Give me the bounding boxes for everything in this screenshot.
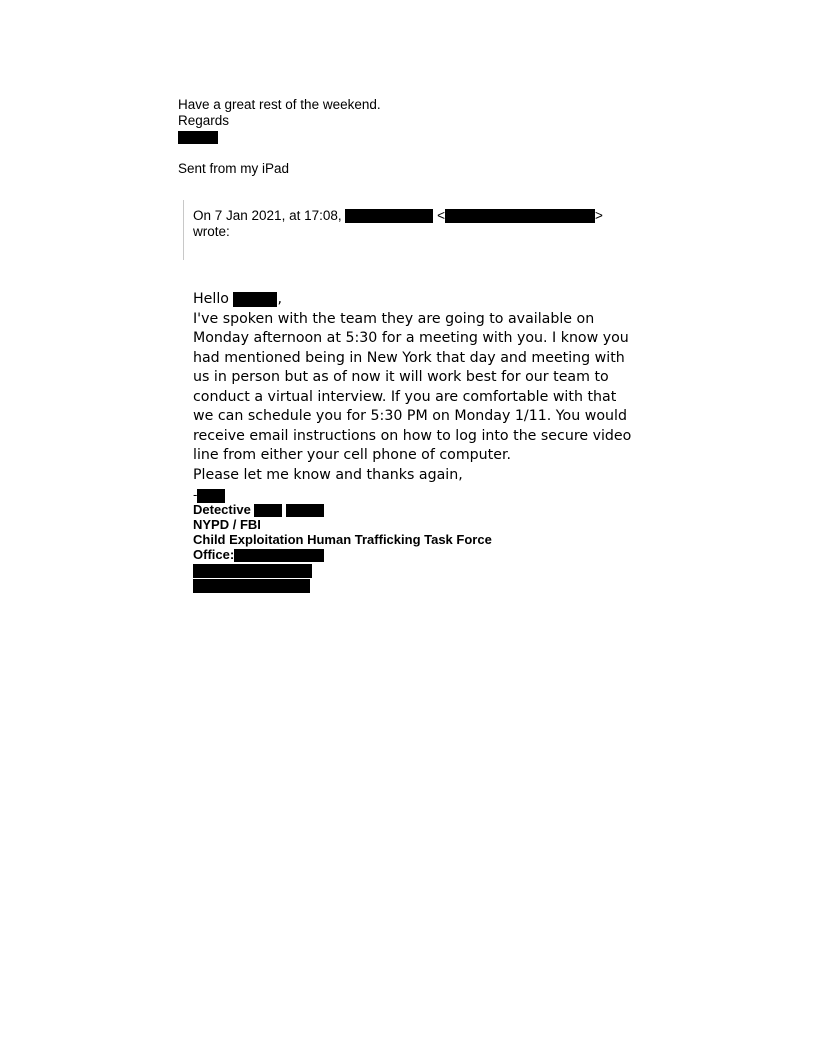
reply-block [178, 97, 381, 177]
sent-from-line: Sent from my iPad [178, 161, 290, 176]
redaction-bar [233, 292, 277, 307]
signature-dash-line [193, 487, 492, 502]
email-close-bracket: > [595, 208, 603, 223]
redaction-bar [178, 131, 218, 144]
message-body [193, 290, 638, 485]
reply-regards: Regards [178, 113, 230, 128]
signature-title-line [193, 502, 492, 517]
signature-office-line [193, 547, 492, 562]
signature-task-force: Child Exploitation Human Trafficking Task Force [193, 532, 492, 547]
message-paragraph: I've spoken with the team they are going to available on Monday afternoon at 5:30 for a meeting with you. I know you had mentioned being in New York that day and meeting with us in person but as of now it will work best for our team to conduct a virtual interview. If you are comfortable with that we can schedule you for 5:30 PM on Monday 1/11. You would receive email instructions on how to log into the secure video line from either your cell phone of computer. [193, 310, 632, 463]
quote-header-line [193, 200, 613, 224]
quote-wrote: wrote: [193, 224, 230, 239]
quote-date-text: On 7 Jan 2021, at 17:08, [193, 208, 342, 223]
redaction-bar [286, 504, 324, 517]
signature-redacted-line [193, 562, 492, 577]
signature-redacted-line [193, 577, 492, 592]
greeting-comma: , [277, 291, 282, 307]
email-open-bracket: < [437, 208, 446, 223]
redaction-bar [445, 209, 595, 223]
signature-dash: - [193, 487, 198, 502]
message-closing: Please let me know and thanks again, [193, 466, 463, 483]
greeting-text: Hello [193, 291, 229, 307]
signature-office-label: Office: [193, 547, 235, 562]
greeting-line [193, 290, 638, 310]
redaction-bar [197, 489, 225, 503]
quoted-message-header [183, 200, 613, 260]
redaction-bar [193, 564, 312, 578]
reply-closing: Have a great rest of the weekend. [178, 97, 381, 112]
reply-signature-redaction [178, 129, 381, 145]
redaction-bar [234, 549, 324, 562]
signature-agency: NYPD / FBI [193, 517, 261, 532]
signature-block [193, 487, 492, 592]
redaction-bar [254, 504, 282, 517]
redaction-bar [345, 209, 433, 223]
redaction-bar [193, 579, 310, 593]
signature-title: Detective [193, 502, 251, 517]
